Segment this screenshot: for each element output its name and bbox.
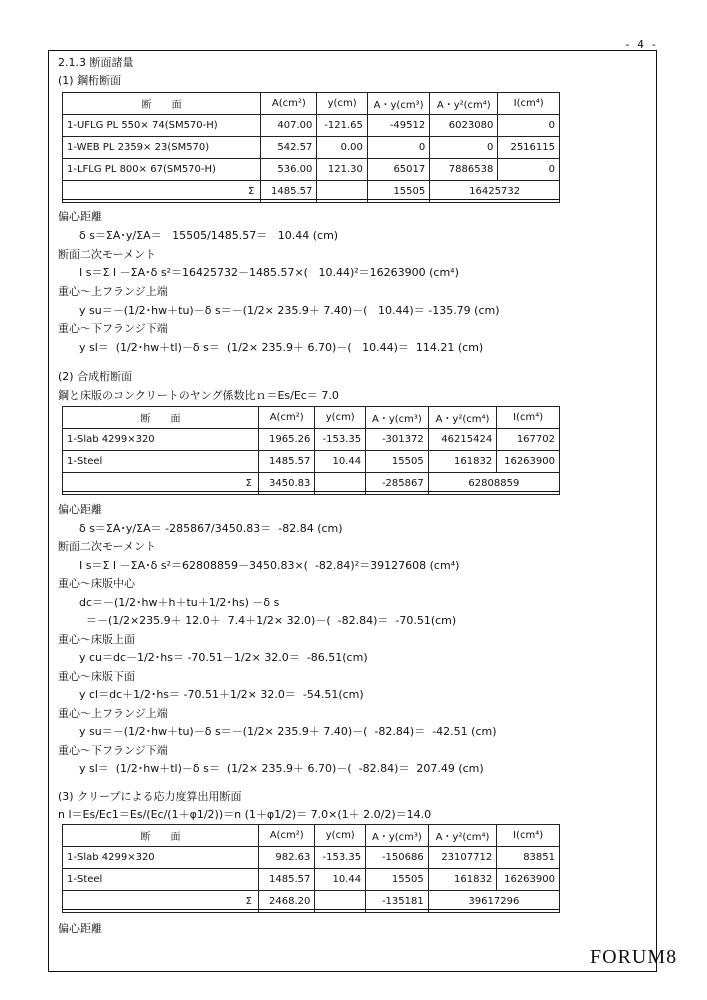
- cell: 1485.57: [261, 181, 317, 203]
- cell: -135181: [366, 891, 429, 913]
- text-line: y su＝－(1/2･hw＋tu)－δ s＝－(1/2× 235.9＋ 7.40)－( 10.44)＝ -135.79 (cm): [58, 304, 500, 317]
- header-cell: A(cm²): [261, 93, 317, 115]
- cell: 65017: [367, 159, 429, 181]
- text-line: dc＝－(1/2･hw＋h＋tu＋1/2･hs) －δ s: [58, 596, 280, 609]
- table-row: [63, 429, 560, 451]
- text-line: 重心～下フランジ下端: [58, 744, 168, 757]
- text-line: 重心～床版上面: [58, 633, 135, 646]
- header-cell: I(cm⁴): [498, 93, 560, 115]
- table-row: [63, 115, 560, 137]
- cell: 0: [367, 137, 429, 159]
- table-header-row: [63, 93, 560, 115]
- header-cell: I(cm⁴): [497, 825, 560, 847]
- cell: 1-UFLG PL 550× 74(SM570-H): [63, 115, 261, 137]
- cell: 1-WEB PL 2359× 23(SM570): [63, 137, 261, 159]
- steel-title: (1) 鋼桁断面: [58, 74, 122, 87]
- cell: 16263900: [497, 869, 560, 891]
- text-line: y sl＝ (1/2･hw＋tl)－δ s＝ (1/2× 235.9＋ 6.70)－( 10.44)＝ 114.21 (cm): [58, 341, 484, 354]
- cell: 542.57: [261, 137, 317, 159]
- cell: 121.30: [317, 159, 368, 181]
- text-line: ＝－(1/2×235.9＋ 12.0＋ 7.4＋1/2× 32.0)－( -82.84)＝ -70.51(cm): [58, 614, 457, 627]
- cell: -150686: [366, 847, 429, 869]
- header-cell: A・y(cm³): [366, 407, 429, 429]
- table-total-row: [63, 181, 560, 203]
- text-line: 重心～下フランジ下端: [58, 322, 168, 335]
- creep-ratio: n l＝Es/Ec1＝Es/(Ec/(1＋φ1/2))＝n (1＋φ1/2)＝ 7.0×(1＋ 2.0/2)＝14.0: [58, 808, 432, 821]
- cell: 10.44: [315, 869, 366, 891]
- cell: 1-Steel: [63, 869, 259, 891]
- sigma-label: Σ: [63, 181, 261, 203]
- table-total-row: [63, 891, 560, 913]
- cell: 1485.57: [258, 869, 314, 891]
- cell: -301372: [366, 429, 429, 451]
- table-row: [63, 159, 560, 181]
- cell: -49512: [367, 115, 429, 137]
- header-cell: y(cm): [317, 93, 368, 115]
- steel-section-table: [62, 92, 560, 203]
- cell: 16263900: [497, 451, 560, 473]
- cell: [317, 181, 368, 203]
- cell: 10.44: [315, 451, 366, 473]
- cell: 536.00: [261, 159, 317, 181]
- cell: 15505: [367, 181, 429, 203]
- table-header-row: [63, 825, 560, 847]
- cell: 982.63: [258, 847, 314, 869]
- text-line: I s＝Σ I －ΣA･δ s²＝16425732－1485.57×( 10.44)²＝16263900 (cm⁴): [58, 266, 459, 279]
- text-line: 重心～上フランジ上端: [58, 707, 168, 720]
- header-cell: A(cm²): [258, 825, 314, 847]
- text-line: y cl＝dc＋1/2･hs＝ -70.51＋1/2× 32.0＝ -54.51(cm): [58, 688, 364, 701]
- cell: 1-Steel: [63, 451, 259, 473]
- cell: -153.35: [315, 847, 366, 869]
- cell: 1965.26: [258, 429, 314, 451]
- footer-brand: FORUM8: [590, 946, 678, 968]
- text-line: 偏心距離: [58, 210, 102, 223]
- header-cell: 断 面: [63, 825, 259, 847]
- cell: 1-LFLG PL 800× 67(SM570-H): [63, 159, 261, 181]
- cell: -153.35: [315, 429, 366, 451]
- text-line: I s＝Σ I －ΣA･δ s²＝62808859－3450.83×( -82.84)²＝39127608 (cm⁴): [58, 559, 460, 572]
- text-line: 重心～床版下面: [58, 670, 135, 683]
- cell: 16425732: [430, 181, 560, 203]
- creep-section-table: [62, 824, 560, 913]
- cell: 161832: [428, 451, 496, 473]
- cell: 2468.20: [258, 891, 314, 913]
- table-total-row: [63, 473, 560, 495]
- text-line: 断面二次モーメント: [58, 540, 157, 553]
- text-line: y su＝－(1/2･hw＋tu)－δ s＝－(1/2× 235.9＋ 7.40)－( -82.84)＝ -42.51 (cm): [58, 725, 497, 738]
- cell: 23107712: [428, 847, 496, 869]
- cell: [315, 891, 366, 913]
- composite-section-table: [62, 406, 560, 495]
- cell: 62808859: [428, 473, 559, 495]
- header-cell: y(cm): [315, 825, 366, 847]
- cell: 0: [498, 159, 560, 181]
- cell: 6023080: [430, 115, 498, 137]
- cell: 161832: [428, 869, 496, 891]
- text-line: 重心～床版中心: [58, 577, 135, 590]
- text-line: 偏心距離: [58, 503, 102, 516]
- header-cell: A・y(cm³): [367, 93, 429, 115]
- cell: 39617296: [428, 891, 559, 913]
- cell: -121.65: [317, 115, 368, 137]
- text-line: 重心～上フランジ上端: [58, 285, 168, 298]
- cell: 0.00: [317, 137, 368, 159]
- creep-title: (3) クリープによる応力度算出用断面: [58, 790, 242, 803]
- cell: 1-Slab 4299×320: [63, 847, 259, 869]
- table-row: [63, 137, 560, 159]
- cell: 46215424: [428, 429, 496, 451]
- cell: 3450.83: [258, 473, 314, 495]
- section-title: 2.1.3 断面諸量: [58, 56, 134, 69]
- cell: 2516115: [498, 137, 560, 159]
- composite-ratio: 鋼と床版のコンクリートのヤング係数比ｎ＝Es/Ec＝ 7.0: [58, 389, 339, 402]
- cell: 83851: [497, 847, 560, 869]
- composite-title: (2) 合成桁断面: [58, 370, 133, 383]
- cell: 1-Slab 4299×320: [63, 429, 259, 451]
- text-line: y sl＝ (1/2･hw＋tl)－δ s＝ (1/2× 235.9＋ 6.70)－( -82.84)＝ 207.49 (cm): [58, 762, 484, 775]
- cell: 7886538: [430, 159, 498, 181]
- table-row: [63, 869, 560, 891]
- header-cell: A・y²(cm⁴): [430, 93, 498, 115]
- cell: 407.00: [261, 115, 317, 137]
- header-cell: 断 面: [63, 407, 259, 429]
- text-line: y cu＝dc－1/2･hs＝ -70.51－1/2× 32.0＝ -86.51(cm): [58, 651, 368, 664]
- cell: [315, 473, 366, 495]
- header-cell: A・y²(cm⁴): [428, 407, 496, 429]
- header-cell: 断 面: [63, 93, 261, 115]
- table-row: [63, 847, 560, 869]
- header-cell: A・y²(cm⁴): [428, 825, 496, 847]
- header-cell: A・y(cm³): [366, 825, 429, 847]
- header-cell: I(cm⁴): [497, 407, 560, 429]
- cell: 0: [430, 137, 498, 159]
- cell: 15505: [366, 869, 429, 891]
- table-row: [63, 451, 560, 473]
- cell: 1485.57: [258, 451, 314, 473]
- page-number: - 4 -: [624, 38, 658, 51]
- table-header-row: [63, 407, 560, 429]
- cell: 15505: [366, 451, 429, 473]
- sigma-label: Σ: [63, 473, 259, 495]
- text-line: 断面二次モーメント: [58, 248, 157, 261]
- text-line: δ s＝ΣA･y/ΣA＝ 15505/1485.57＝ 10.44 (cm): [58, 229, 339, 242]
- cell: -285867: [366, 473, 429, 495]
- sigma-label: Σ: [63, 891, 259, 913]
- header-cell: A(cm²): [258, 407, 314, 429]
- cell: 167702: [497, 429, 560, 451]
- text-line: 偏心距離: [58, 922, 102, 935]
- cell: 0: [498, 115, 560, 137]
- header-cell: y(cm): [315, 407, 366, 429]
- text-line: δ s＝ΣA･y/ΣA＝ -285867/3450.83＝ -82.84 (cm): [58, 522, 343, 535]
